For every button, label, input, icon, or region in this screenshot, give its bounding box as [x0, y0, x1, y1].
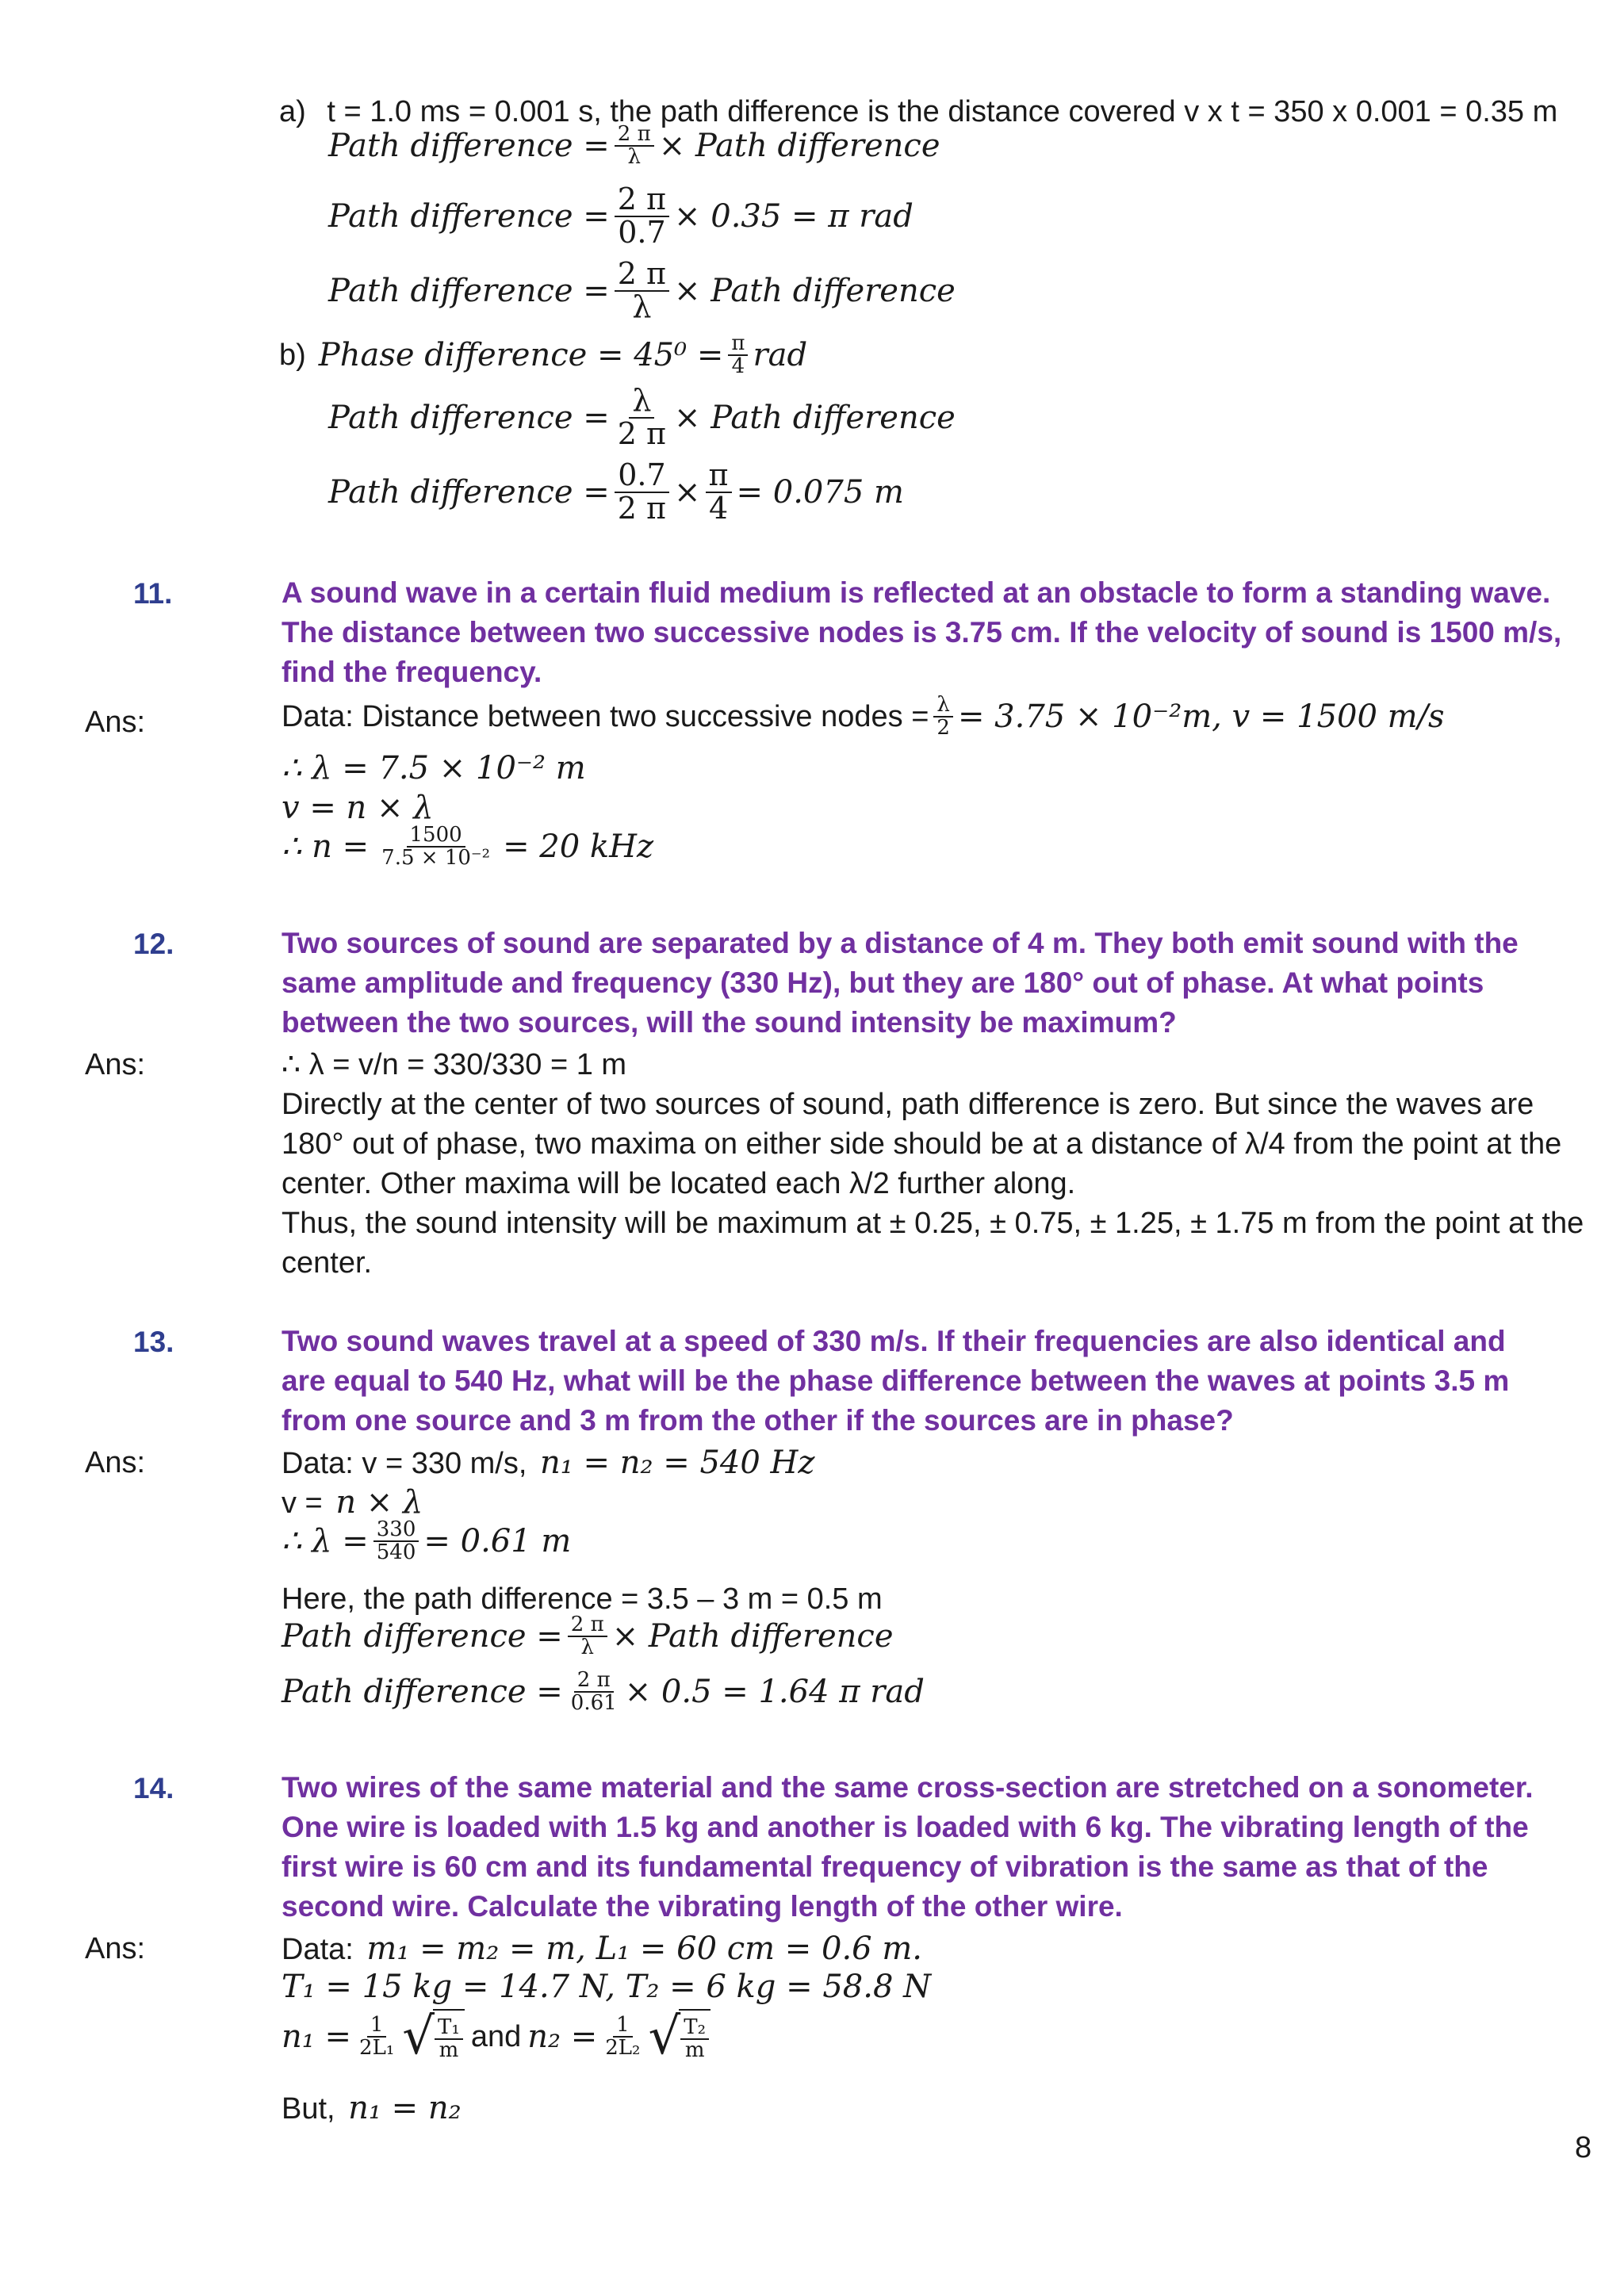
- eq-num: 330: [373, 1519, 419, 1542]
- question-text-line: find the frequency.: [282, 656, 542, 688]
- equation-2: [328, 184, 914, 249]
- answer-line: Directly at the center of two sources of sound, path difference is zero. But since the waves are: [282, 1088, 1534, 1121]
- eq-den: 2 π: [617, 490, 667, 526]
- eq-rhs: = 0.075 m: [736, 473, 904, 511]
- eq-den: 540: [376, 1540, 416, 1565]
- eq-num: 2 π: [615, 184, 669, 217]
- eq-rhs: = 0.61 m: [423, 1523, 572, 1560]
- eq-rhs: × Path difference: [674, 399, 956, 436]
- eq-num: λ: [933, 695, 952, 718]
- answer-line: center. Other maxima will be located each λ/2 further along.: [282, 1167, 1076, 1200]
- line-math: n × λ: [335, 1484, 423, 1521]
- eq-den: 7.5 × 10⁻²: [381, 846, 491, 871]
- and-word: and: [470, 2020, 522, 2053]
- answer-label: Ans:: [85, 706, 146, 739]
- line-text: v =: [282, 1487, 323, 1520]
- data-math: n₁ = n₂ = 540 Hz: [539, 1445, 815, 1481]
- equation-4: [328, 385, 956, 450]
- part-b-label: b): [279, 339, 306, 373]
- eq-rhs: × 0.5 = 1.64 π rad: [624, 1674, 925, 1711]
- answer-data-line: [282, 1929, 922, 1969]
- eq-lhs: Path difference =: [282, 1674, 563, 1711]
- eq-num: π: [706, 460, 732, 493]
- question-text-line: first wire is 60 cm and its fundamental frequency of vibration is the same as that of the: [282, 1850, 1488, 1883]
- eq-den: λ: [580, 1636, 594, 1660]
- eq-lhs: Path difference =: [328, 272, 610, 309]
- question-text-line: One wire is loaded with 1.5 kg and another is loaded with 6 kg. The vibrating length of the: [282, 1811, 1529, 1843]
- question-text-line: between the two sources, will the sound intensity be maximum?: [282, 1006, 1177, 1039]
- answer-line: [282, 1519, 571, 1564]
- answer-line: [282, 825, 653, 870]
- question-number: 14.: [133, 1772, 174, 1804]
- equation-5: [328, 457, 904, 526]
- eq-num: λ: [629, 385, 654, 419]
- eq-rhs: × 0.35 = π rad: [674, 197, 914, 235]
- eq-num: 0.7: [615, 460, 668, 493]
- question-number: 11.: [133, 577, 173, 610]
- question-text-line: Two sound waves travel at a speed of 330 m/s. If their frequencies are also identical and: [282, 1325, 1506, 1357]
- answer-line: v = n × λ: [282, 790, 434, 826]
- eq-num: 2 π: [574, 1670, 614, 1693]
- part-a-label: a): [279, 95, 306, 128]
- eq-lhs: Path difference =: [328, 399, 610, 436]
- data-text: Data: Distance between two successive nodes =: [282, 700, 929, 734]
- eq-rhs: × Path difference: [658, 128, 940, 165]
- answer-line: Here, the path difference = 3.5 – 3 m = 0.5 m: [282, 1582, 883, 1616]
- eq-num: π: [728, 333, 748, 356]
- question-text-line: Two sources of sound are separated by a distance of 4 m. They both emit sound with the: [282, 927, 1519, 959]
- eq-den: 2 π: [617, 415, 667, 451]
- eq-rhs: × Path difference: [611, 1618, 894, 1655]
- eq-den: λ: [632, 289, 652, 324]
- eq-lhs: Path difference =: [282, 1618, 563, 1655]
- square-root: [402, 2009, 465, 2064]
- answer-line: T₁ = 15 kg = 14.7 N, T₂ = 6 kg = 58.8 N: [282, 1969, 932, 2005]
- answer-line: ∴ λ = 7.5 × 10⁻² m: [282, 750, 586, 786]
- eq-rhs: = 20 kHz: [503, 828, 654, 866]
- eq-num: 1: [613, 2015, 633, 2038]
- eq-num: 2 π: [568, 1614, 607, 1637]
- question-text-line: second wire. Calculate the vibrating length of the other wire.: [282, 1890, 1123, 1923]
- data-text: Data:: [282, 1933, 354, 1966]
- page-number: 8: [1575, 2131, 1592, 2164]
- eq-den: 4: [731, 354, 745, 379]
- answer-data-line: [282, 1443, 815, 1483]
- answer-label: Ans:: [85, 1446, 146, 1479]
- radical-sign-icon: √: [648, 2007, 681, 2066]
- but-math: n₁ = n₂: [348, 2090, 462, 2126]
- part-b-line: [279, 333, 807, 378]
- data-rhs: = 3.75 × 10⁻²m, v = 1500 m/s: [957, 698, 1445, 736]
- question-text-line: are equal to 540 Hz, what will be the phase difference between the waves at points 3.5 m: [282, 1364, 1510, 1397]
- eq-lhs: ∴ n =: [282, 828, 370, 866]
- eq-lhs: Path difference =: [328, 128, 610, 165]
- question-text-line: Two wires of the same material and the same cross-section are stretched on a sonometer.: [282, 1771, 1534, 1804]
- eq-rhs: × Path difference: [674, 272, 956, 309]
- equation-2: [282, 1670, 925, 1715]
- data-text: Data: v = 330 m/s,: [282, 1447, 527, 1480]
- question-number: 13.: [133, 1326, 174, 1358]
- answer-line: center.: [282, 1246, 373, 1280]
- part-a-text: t = 1.0 ms = 0.001 s, the path difference is the distance covered v x t = 350 x 0.001 = 0.35 m: [327, 95, 1558, 128]
- eq-den: λ: [627, 145, 641, 170]
- eq-den: 4: [708, 490, 729, 526]
- answer-label: Ans:: [85, 1048, 146, 1081]
- eq-times: ×: [674, 473, 701, 511]
- question-text-line: same amplitude and frequency (330 Hz), but they are 180° out of phase. At what points: [282, 966, 1484, 999]
- eq-lhs: Path difference =: [328, 197, 610, 235]
- eq-num: 1: [367, 2015, 387, 2038]
- eq-num: 1500: [407, 825, 465, 848]
- eq-den: 2L₂: [605, 2036, 641, 2060]
- data-math: m₁ = m₂ = m, L₁ = 60 cm = 0.6 m.: [366, 1931, 922, 1967]
- eq-rhs: rad: [753, 337, 808, 374]
- eq-den: 0.61: [570, 1691, 617, 1716]
- eq-den: m: [684, 2038, 705, 2062]
- answer-line: Thus, the sound intensity will be maximum at ± 0.25, ± 0.75, ± 1.25, ± 1.75 m from the point at the: [282, 1207, 1584, 1240]
- answer-line: 180° out of phase, two maxima on either side should be at a distance of λ/4 from the point at the: [282, 1127, 1562, 1161]
- eq-den: m: [439, 2038, 459, 2062]
- frequency-equations: [282, 2009, 710, 2064]
- eq-num: T₁: [435, 2017, 463, 2040]
- equation-1: [282, 1614, 894, 1659]
- question-text-line: A sound wave in a certain fluid medium is reflected at an obstacle to form a standing wave.: [282, 576, 1551, 609]
- answer-line: [282, 2088, 462, 2129]
- eq-den: 0.7: [618, 214, 666, 250]
- question-text-line: from one source and 3 m from the other if the sources are in phase?: [282, 1404, 1234, 1437]
- eq-lhs: Phase difference = 45⁰ =: [318, 337, 724, 374]
- but-text: But,: [282, 2092, 335, 2126]
- eq-lhs: Path difference =: [328, 473, 610, 511]
- answer-line: ∴ λ = v/n = 330/330 = 1 m: [282, 1048, 627, 1081]
- question-number: 12.: [133, 928, 174, 960]
- equation-3: [328, 258, 956, 323]
- answer-label: Ans:: [85, 1932, 146, 1965]
- eq-num: 2 π: [615, 124, 654, 147]
- eq-lhs: ∴ λ =: [282, 1523, 369, 1560]
- radical-sign-icon: √: [402, 2007, 435, 2066]
- eq-den: 2: [936, 716, 950, 740]
- equation-1: [328, 124, 940, 169]
- eq-num: T₂: [680, 2017, 709, 2040]
- eq-lhs: n₂ =: [527, 2019, 598, 2055]
- answer-data-line: [282, 695, 1445, 740]
- eq-den: 2L₁: [359, 2036, 395, 2060]
- square-root: [648, 2009, 710, 2064]
- eq-lhs: n₁ =: [282, 2019, 352, 2055]
- eq-num: 2 π: [615, 258, 669, 292]
- question-text-line: The distance between two successive nodes is 3.75 cm. If the velocity of sound is 1500 m/s,: [282, 616, 1562, 649]
